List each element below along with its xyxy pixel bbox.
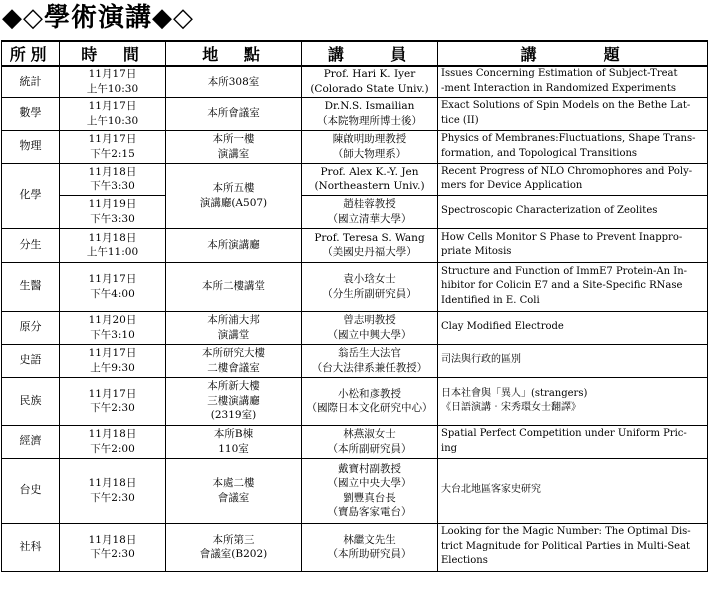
- place-cell: [166, 523, 302, 571]
- speaker-cell: [302, 195, 438, 228]
- cell-line: 11月17日: [88, 273, 137, 285]
- cell-line: （國立中央大學）: [327, 477, 412, 489]
- cell-line: 11月18日: [88, 428, 137, 440]
- dept-cell: 原分: [2, 311, 60, 344]
- speaker-cell: [302, 97, 438, 130]
- cell-line: tice (II): [441, 114, 479, 126]
- time-cell: [60, 163, 166, 195]
- cell-line: 上午11:00: [86, 246, 139, 258]
- cell-line: 下午2:30: [90, 402, 135, 414]
- topic-cell: [438, 228, 708, 262]
- place-cell: [166, 458, 302, 523]
- cell-line: 司法與行政的區別: [441, 354, 521, 366]
- cell-line: 曾志明教授: [343, 314, 396, 326]
- cell-line: 小松和彥教授: [338, 387, 401, 400]
- cell-line: 本所二樓講堂: [202, 280, 265, 293]
- topic-cell: [438, 458, 708, 523]
- table-row: [2, 97, 708, 130]
- cell-line: Elections: [441, 555, 488, 567]
- cell-line: （國立清華大學）: [327, 212, 412, 225]
- cell-line: 會議室: [217, 491, 250, 504]
- cell-line: 本所第三: [212, 533, 255, 546]
- topic-cell: [438, 523, 708, 571]
- cell-line: Prof. Alex K.-Y. Jen: [320, 165, 419, 178]
- table-row: [2, 458, 708, 523]
- place-cell: [166, 425, 302, 458]
- cell-line: 下午3:10: [90, 328, 135, 341]
- table-row: [2, 130, 708, 163]
- table-row: [2, 425, 708, 458]
- cell-line: 下午2:15: [90, 147, 135, 160]
- cell-line: 林繼文先生: [343, 533, 396, 546]
- cell-line: Clay Modified Electrode: [441, 321, 564, 333]
- cell-line: 本所B棟: [213, 428, 254, 440]
- place-cell: [166, 66, 302, 97]
- cell-line: formation, and Topological Transitions: [441, 147, 638, 159]
- cell-line: 三樓演講廳: [207, 394, 260, 407]
- header-row: [2, 41, 708, 66]
- cell-line: hibitor for Colicin E7 and a Site-Specific RNase: [441, 280, 683, 292]
- cell-line: mers for Device Application: [441, 180, 583, 191]
- cell-line: （本院物理所博士後）: [317, 114, 422, 127]
- cell-line: 劉豐真台長: [343, 491, 396, 504]
- cell-line: 上午10:30: [86, 114, 139, 127]
- cell-line: 11月18日: [88, 165, 137, 178]
- time-cell: [60, 66, 166, 97]
- speaker-cell: [302, 262, 438, 311]
- cell-line: Spatial Perfect Competition under Uniform Pric-: [441, 428, 687, 439]
- cell-line: 11月18日: [88, 477, 137, 489]
- cell-line: 本所浦大邦: [207, 314, 260, 326]
- cell-line: Identified in E. Coli: [441, 294, 540, 306]
- table-row: [2, 163, 708, 195]
- cell-line: （本所助研究員）: [327, 548, 412, 560]
- time-cell: [60, 130, 166, 163]
- cell-line: 本處二樓: [212, 477, 255, 489]
- topic-cell: [438, 377, 708, 425]
- dept-cell: 經濟: [2, 425, 60, 458]
- cell-line: 下午3:30: [90, 212, 135, 225]
- cell-line: Recent Progress of NLO Chromophores and Poly-: [441, 165, 693, 177]
- table-row: [2, 195, 708, 228]
- cell-line: （美國史丹福大學）: [322, 246, 417, 258]
- place-cell: [166, 228, 302, 262]
- time-cell: [60, 195, 166, 228]
- cell-line: 下午4:00: [90, 287, 135, 300]
- place-cell: [166, 130, 302, 163]
- time-cell: [60, 262, 166, 311]
- cell-line: How Cells Monitor S Phase to Prevent Inappro-: [441, 231, 683, 243]
- speaker-cell: [302, 311, 438, 344]
- time-cell: [60, 311, 166, 344]
- dept-cell: 社科: [2, 523, 60, 571]
- cell-line: 《日語演講‧宋秀環女士翻譯》: [441, 402, 581, 413]
- cell-line: -ment Interaction in Randomized Experiments: [441, 82, 677, 94]
- speaker-cell: [302, 66, 438, 97]
- speaker-cell: [302, 130, 438, 163]
- cell-line: 下午2:00: [90, 442, 135, 455]
- cell-line: Physics of Membranes:Fluctuations, Shape Trans-: [441, 133, 696, 144]
- dept-cell: 生醫: [2, 262, 60, 311]
- cell-line: 下午2:30: [90, 491, 135, 504]
- cell-line: Spectroscopic Characterization of Zeolites: [441, 205, 658, 217]
- cell-line: Structure and Function of ImmE7 Protein-An In-: [441, 265, 688, 277]
- cell-line: 11月17日: [88, 68, 137, 81]
- topic-cell: [438, 163, 708, 195]
- cell-line: 林燕淑女士: [343, 428, 396, 440]
- cell-line: 二樓會議室: [207, 361, 260, 374]
- header-place: 地 點: [166, 41, 302, 66]
- cell-line: ing: [441, 442, 458, 454]
- dept-cell: 分生: [2, 228, 60, 262]
- cell-line: Prof. Teresa S. Wang: [314, 231, 425, 244]
- dept-cell: 台史: [2, 458, 60, 523]
- cell-line: 日本社會與「異人」(strangers): [441, 387, 588, 399]
- speaker-cell: [302, 344, 438, 377]
- cell-line: 本所一樓: [212, 133, 255, 145]
- speaker-cell: [302, 458, 438, 523]
- place-cell: [166, 163, 302, 228]
- topic-cell: [438, 311, 708, 344]
- place-cell: [166, 97, 302, 130]
- cell-line: 11月17日: [88, 100, 137, 112]
- cell-line: 本所研究大樓: [202, 347, 265, 359]
- header-speaker: 講 員: [302, 41, 438, 66]
- cell-line: 本所308室: [207, 75, 260, 88]
- time-cell: [60, 425, 166, 458]
- header-topic: 講 題: [438, 41, 708, 66]
- cell-line: 11月18日: [88, 533, 137, 546]
- cell-line: （國際日本文化研究中心）: [306, 402, 433, 414]
- cell-line: 本所新大樓: [207, 380, 260, 393]
- cell-line: 上午10:30: [86, 82, 139, 95]
- cell-line: 大台北地區客家史研究: [441, 484, 541, 496]
- cell-line: priate Mitosis: [441, 246, 512, 257]
- table-row: [2, 228, 708, 262]
- cell-line: 11月19日: [88, 198, 137, 210]
- cell-line: Looking for the Magic Number: The Optimal Dis-: [441, 526, 691, 538]
- cell-line: 下午2:30: [90, 548, 135, 560]
- dept-cell: 物理: [2, 130, 60, 163]
- cell-line: 演講堂: [217, 328, 250, 341]
- place-cell: [166, 377, 302, 425]
- cell-line: 11月17日: [88, 347, 137, 359]
- speaker-cell: [302, 228, 438, 262]
- cell-line: 本所五樓: [212, 182, 255, 194]
- cell-line: 11月18日: [88, 231, 137, 244]
- dept-cell: 史語: [2, 344, 60, 377]
- cell-line: (2319室): [210, 409, 257, 422]
- header-dept: 所別: [2, 41, 60, 66]
- topic-cell: [438, 97, 708, 130]
- time-cell: [60, 458, 166, 523]
- dept-cell: 統計: [2, 66, 60, 97]
- cell-line: Dr.N.S. Ismailian: [324, 100, 415, 112]
- speaker-cell: [302, 523, 438, 571]
- cell-line: (Northeastern Univ.): [314, 180, 425, 192]
- place-cell: [166, 344, 302, 377]
- cell-line: Issues Concerning Estimation of Subject-Treat: [441, 68, 678, 80]
- cell-line: 上午9:30: [90, 361, 135, 374]
- cell-line: 演講室: [217, 147, 250, 160]
- table-row: [2, 344, 708, 377]
- cell-line: （寶島客家電台）: [327, 506, 412, 518]
- time-cell: [60, 228, 166, 262]
- speaker-cell: [302, 425, 438, 458]
- topic-cell: [438, 66, 708, 97]
- cell-line: 110室: [218, 442, 249, 455]
- place-cell: [166, 311, 302, 344]
- cell-line: 趙桂蓉教授: [343, 198, 396, 210]
- speaker-cell: [302, 377, 438, 425]
- cell-line: 會議室(B202): [199, 548, 268, 560]
- lecture-table: [1, 40, 708, 572]
- cell-line: 本所會議室: [207, 107, 260, 120]
- header-time: 時 間: [60, 41, 166, 66]
- cell-line: （台大法律系兼任教授）: [311, 361, 428, 374]
- cell-line: （師大物理系）: [332, 147, 407, 160]
- dept-cell: 數學: [2, 97, 60, 130]
- cell-line: 翁岳生大法官: [338, 347, 401, 359]
- cell-line: 11月20日: [88, 314, 137, 326]
- time-cell: [60, 97, 166, 130]
- page-title: ◆◇學術演講◆◇: [2, 3, 194, 33]
- table-row: [2, 311, 708, 344]
- cell-line: 演講廳(A507): [199, 196, 268, 209]
- table-row: [2, 377, 708, 425]
- cell-line: 本所演講廳: [207, 238, 260, 251]
- topic-cell: [438, 195, 708, 228]
- cell-line: Prof. Hari K. Iyer: [323, 68, 416, 81]
- cell-line: 11月17日: [88, 133, 137, 145]
- cell-line: （國立中興大學）: [327, 328, 412, 341]
- dept-cell: 民族: [2, 377, 60, 425]
- cell-line: 袁小琀女士: [343, 273, 396, 285]
- topic-cell: [438, 130, 708, 163]
- cell-line: 下午3:30: [90, 180, 135, 192]
- topic-cell: [438, 262, 708, 311]
- table-row: [2, 523, 708, 571]
- cell-line: Exact Solutions of Spin Models on the Bethe Lat-: [441, 100, 691, 111]
- dept-cell: 化學: [2, 163, 60, 228]
- topic-cell: [438, 344, 708, 377]
- cell-line: （分生所副研究員）: [322, 287, 417, 300]
- cell-line: 戴寶村副教授: [338, 462, 401, 475]
- time-cell: [60, 344, 166, 377]
- speaker-cell: [302, 163, 438, 195]
- place-cell: [166, 262, 302, 311]
- table-row: [2, 66, 708, 97]
- time-cell: [60, 377, 166, 425]
- cell-line: （本所副研究員）: [327, 442, 412, 455]
- table-row: [2, 262, 708, 311]
- time-cell: [60, 523, 166, 571]
- topic-cell: [438, 425, 708, 458]
- cell-line: trict Magnitude for Political Parties in Multi-Seat: [441, 540, 691, 552]
- cell-line: (Colorado State Univ.): [310, 82, 429, 95]
- cell-line: 陳啟明助理教授: [332, 133, 407, 145]
- cell-line: 11月17日: [88, 387, 137, 400]
